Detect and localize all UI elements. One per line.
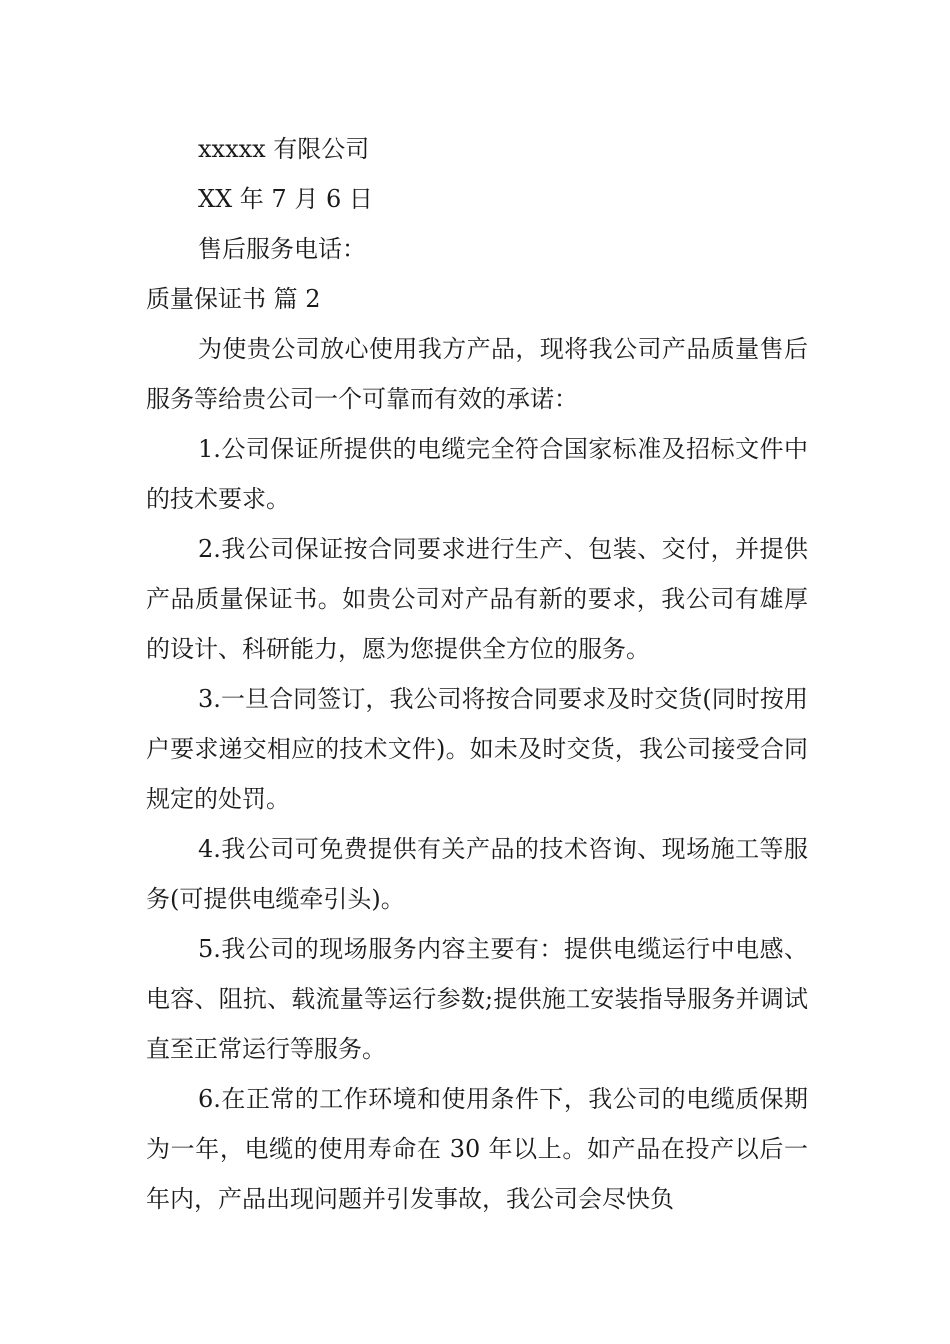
commitment-item-5: 5.我公司的现场服务内容主要有：提供电缆运行中电感、电容、阻抗、载流量等运行参数;提供施工安装指导服务并调试直至正常运行等服务。 [146,935,808,1063]
company-name: xxxxx 有限公司 [198,135,370,163]
service-phone-label: 售后服务电话： [198,235,366,263]
document-date: XX 年 7 月 6 日 [198,185,373,213]
commitment-item-4: 4.我公司可免费提供有关产品的技术咨询、现场施工等服务(可提供电缆牵引头)。 [146,835,808,913]
section-title: 质量保证书 篇 2 [146,285,321,313]
document-page [146,124,808,1224]
commitment-item-3: 3.一旦合同签订，我公司将按合同要求及时交货(同时按用户要求递交相应的技术文件)。如未及时交货，我公司接受合同规定的处罚。 [146,685,808,813]
commitment-item-6: 6.在正常的工作环境和使用条件下，我公司的电缆质保期为一年，电缆的使用寿命在 30 年以上。如产品在投产以后一年内，产品出现问题并引发事故，我公司会尽快负 [146,1085,808,1213]
commitment-item-1: 1.公司保证所提供的电缆完全符合国家标准及招标文件中的技术要求。 [146,435,808,513]
commitment-item-2: 2.我公司保证按合同要求进行生产、包装、交付，并提供产品质量保证书。如贵公司对产品有新的要求，我公司有雄厚的设计、科研能力，愿为您提供全方位的服务。 [146,535,808,663]
intro-paragraph: 为使贵公司放心使用我方产品，现将我公司产品质量售后服务等给贵公司一个可靠而有效的承诺： [146,335,808,413]
